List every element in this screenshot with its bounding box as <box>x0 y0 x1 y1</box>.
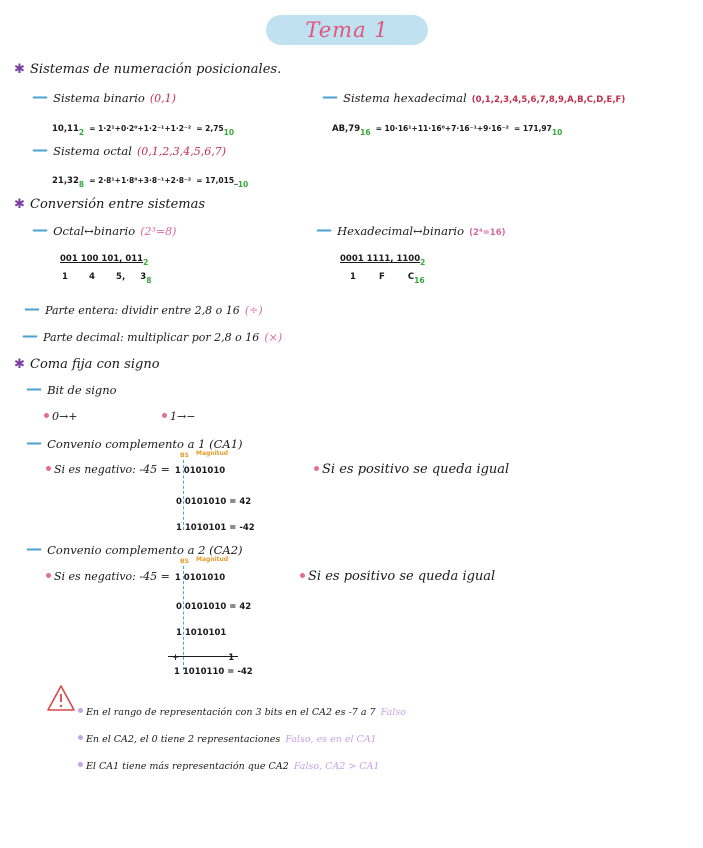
ca2-r3-text: 1 1010101 <box>176 628 227 638</box>
parte-entera-row <box>24 299 263 318</box>
ca1-magnitud-label: Magnitud <box>196 450 229 457</box>
octal-result-base: 10 <box>237 180 249 190</box>
note-verdict: Falso, CA2 > CA1 <box>293 761 380 772</box>
octal-values-base: 8 <box>146 276 152 286</box>
ca2-r3 <box>176 620 226 639</box>
asterisk-icon: ✱ <box>14 197 25 212</box>
parte-decimal-label: Parte decimal <box>43 331 120 344</box>
ca1-negative <box>46 458 225 477</box>
ca2-one: 1 <box>228 653 235 663</box>
binario-calc: = 1·2¹+0·2⁰+1·2⁻¹+1·2⁻² <box>89 124 192 133</box>
ca2-r1: 1 0101010 <box>174 573 226 583</box>
bullet-icon <box>162 413 167 418</box>
bit-signo-row <box>26 379 117 398</box>
hex-example <box>332 116 562 137</box>
ca1-pos-label: Si es positivo se queda igual <box>322 462 510 477</box>
section-conversion <box>14 193 205 212</box>
hex-result: = 171,97 <box>514 124 552 133</box>
bullet-icon <box>78 735 83 740</box>
ca1-r2 <box>176 489 251 508</box>
note-text: En el rango de representación con 3 bits en el CA2 es -7 a 7 <box>86 707 376 718</box>
hex-binario-bits: 0001 1111, 1100 <box>340 254 421 264</box>
warning-icon <box>46 684 76 716</box>
parte-decimal-row <box>22 326 282 345</box>
ca2-positive <box>300 565 495 584</box>
octal-row <box>32 140 226 159</box>
octal-value: 1 <box>62 272 68 282</box>
bullet-icon <box>46 573 51 578</box>
ca2-magnitud-label: Magnitud <box>196 556 229 563</box>
note-verdict: Falso, es en el CA1 <box>285 734 377 745</box>
ca1-r1: 1 0101010 <box>174 466 226 476</box>
dash-icon: — <box>322 87 338 106</box>
hex-base: 16 <box>360 128 371 138</box>
octal-calc: = 2·8¹+1·8⁰+3·8⁻¹+2·8⁻² <box>89 176 192 185</box>
section-heading: Sistemas de numeración posicionales. <box>30 62 282 77</box>
parte-decimal-tag: (×) <box>264 331 283 344</box>
ca1-r3 <box>176 515 255 534</box>
binario-digits: (0,1) <box>149 92 176 105</box>
ca2-bs-label: BS <box>180 558 189 565</box>
bullet-icon <box>78 762 83 767</box>
hex-calc: = 10·16¹+11·16⁰+7·16⁻¹+9·16⁻² <box>375 124 509 133</box>
ca2-r2 <box>176 594 251 613</box>
bullet-icon <box>314 466 319 471</box>
dash-icon: — <box>26 539 42 558</box>
note-text: El CA1 tiene más representación que CA2 <box>86 761 289 772</box>
octal-binario-note: (2³=8) <box>140 225 177 238</box>
parte-entera-tag: (÷) <box>244 304 263 317</box>
hex-binario-label: Hexadecimal↔binario <box>337 224 465 238</box>
dash-icon: — <box>32 140 48 159</box>
ca2-negative <box>46 565 225 584</box>
note-item <box>78 700 406 719</box>
octal-binario-row <box>32 220 176 239</box>
hex-digits: (0,1,2,3,4,5,6,7,8,9,A,B,C,D,E,F) <box>471 95 626 105</box>
octal-example <box>52 168 248 189</box>
octal-value: 3 <box>140 272 147 282</box>
section-coma-fija <box>14 353 160 372</box>
ca1-bs-label: BS <box>180 452 189 459</box>
ca2-label: Convenio complemento a 2 (CA2) <box>47 543 243 557</box>
octal-value: 5, <box>116 272 126 282</box>
binario-result-base: 10 <box>223 128 235 138</box>
section-heading: Conversión entre sistemas <box>30 197 206 212</box>
dash-icon: — <box>26 379 42 398</box>
bit-signo-one: 1→− <box>170 410 196 423</box>
hex-expr: AB,79 <box>332 124 361 134</box>
bit-signo-b <box>162 405 195 424</box>
binario-result: = 2,75 <box>196 124 224 133</box>
dash-icon: — <box>22 326 38 345</box>
dash-icon: — <box>26 433 42 452</box>
ca2-pos-label: Si es positivo se queda igual <box>308 569 496 584</box>
hex-label: Sistema hexadecimal <box>343 91 467 105</box>
bit-signo-a <box>44 405 77 424</box>
hex-binario-values <box>350 264 425 285</box>
octal-digits: (0,1,2,3,4,5,6,7) <box>137 145 227 158</box>
binario-label: Sistema binario <box>53 91 145 105</box>
hex-value: 1 <box>350 272 356 282</box>
bullet-icon <box>78 708 83 713</box>
hex-row <box>322 87 625 106</box>
octal-base: 8 <box>78 180 85 190</box>
note-text: En el CA2, el 0 tiene 2 representaciones <box>86 734 281 745</box>
ca2-r4 <box>174 659 253 678</box>
ca1-r3-text: 1 1010101 = -42 <box>176 523 255 533</box>
ca2-neg-label: Si es negativo: -45 = <box>54 570 170 583</box>
parte-decimal-text: : multiplicar por 2,8 o 16 <box>119 331 260 344</box>
dash-icon: — <box>32 220 48 239</box>
octal-label: Sistema octal <box>53 144 132 158</box>
title-pill <box>266 15 428 45</box>
bullet-icon <box>46 466 51 471</box>
octal-binario-label: Octal↔binario <box>53 224 136 238</box>
octal-result: = 17,015_ <box>196 176 238 185</box>
section-numeracion <box>14 58 281 77</box>
parte-entera-label: Parte entera <box>45 304 115 317</box>
bit-signo-label: Bit de signo <box>47 383 117 397</box>
ca2-sum-line <box>168 656 238 657</box>
hex-result-base: 10 <box>551 128 563 138</box>
parte-entera-text: : dividir entre 2,8 o 16 <box>114 304 240 317</box>
note-verdict: Falso <box>380 707 406 718</box>
hex-values-base: 16 <box>414 276 425 286</box>
octal-expr: 21,32 <box>52 176 79 186</box>
ca2-r2-text: 0 0101010 = 42 <box>176 602 252 612</box>
dash-icon: — <box>24 299 40 318</box>
octal-binario-bits: 001 100 101, 011 <box>60 254 144 264</box>
hex-binario-row <box>316 220 506 239</box>
ca2-plus: + <box>172 653 180 663</box>
ca1-r2-text: 0 0101010 = 42 <box>176 497 252 507</box>
section-heading: Coma fija con signo <box>30 357 160 372</box>
asterisk-icon: ✱ <box>14 357 25 372</box>
octal-value: 4 <box>89 272 95 282</box>
binario-row <box>32 87 176 106</box>
bullet-icon <box>300 573 305 578</box>
ca1-positive <box>314 458 509 477</box>
asterisk-icon: ✱ <box>14 62 25 77</box>
bit-signo-zero: 0→+ <box>52 410 78 423</box>
hex-binario-bits-base: 2 <box>420 258 426 268</box>
ca2-r4-text: 1 1010110 = -42 <box>174 667 253 677</box>
dash-icon: — <box>32 87 48 106</box>
hex-value: F <box>379 272 385 282</box>
hex-value: C <box>407 272 415 282</box>
binario-example <box>52 116 234 137</box>
binario-expr: 10,11 <box>52 124 79 134</box>
octal-binario-bits-base: 2 <box>143 258 149 268</box>
bullet-icon <box>44 413 49 418</box>
ca1-neg-label: Si es negativo: -45 = <box>54 463 170 476</box>
note-item <box>78 754 379 773</box>
binario-base: 2 <box>78 128 85 138</box>
dash-icon: — <box>316 220 332 239</box>
ca1-label: Convenio complemento a 1 (CA1) <box>47 437 243 451</box>
hex-binario-note: (2⁴=16) <box>469 228 506 238</box>
page-title: Tema 1 <box>305 18 389 42</box>
note-item <box>78 727 377 746</box>
octal-binario-values <box>62 264 151 285</box>
